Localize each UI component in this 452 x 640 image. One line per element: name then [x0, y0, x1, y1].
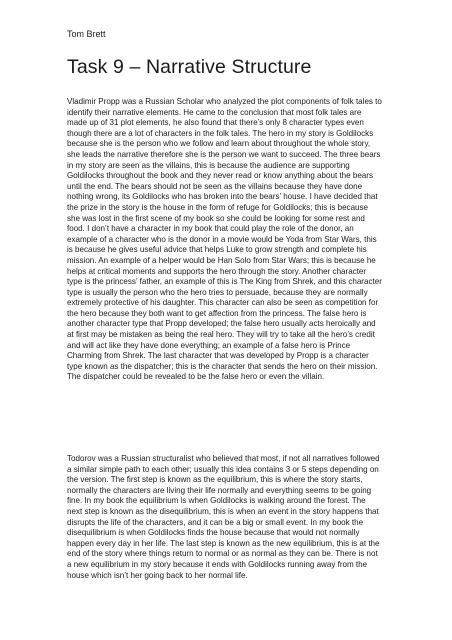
page-title: Task 9 – Narrative Structure: [67, 56, 312, 78]
paragraph-propp: Vladimir Propp was a Russian Scholar who analyzed the plot components of folk tales to identify their narrative elements. He came to the conclusion that most folk tales are made up of 31 plot elements, he also found that there’s only 8 character types even though there are a lot of characters in the folk tales. The hero in my story is Goldilocks because she is the person who we follow and learn about throughout the whole story, she leads the narrative therefore she is the person we want to succeed. The three bears in my story are seen as the villains, this is because the audience are supporting Goldilocks throughout the book and they never read or know anything about the bears until the end. The bears should not be seen as the villains because they have done nothing wrong, its Goldilocks who has broken into the bears’ house. I have decided that the prize in the story is the house in the form of refuge for Goldilocks; this is because she was lost in the first scene of my book so she could be looking for some rest and food. I don’t have a character in my book that could play the role of the donor, an example of a character who is the donor in a movie would be Yoda from Star Wars, this is because he gives useful advice that helps Luke to grow strength and complete his mission. An example of a helper would be Han Solo from Star Wars; this is because he helps at critical moments and supports the hero through the story. Another character type is the princess’ father, an example of this is The King from Shrek, and this character type is usually the person who the hero tries to persuade, because they are normally extremely protective of his daughter. This character can also be seen as competition for the hero because they both want to get affection from the princess. The false hero is another character type that Propp developed; the false hero usually acts heroically and at first may be mistaken as being the real hero. They will try to take all the hero’s credit and will act like they have done everything; an example of a false hero is Prince Charming from Shrek. The last character that was developed by Propp is a character type known as the dispatcher; this is the character that sends the hero on their mission. The dispatcher could be revealed to be the false hero or even the villain.: [67, 97, 382, 382]
paragraph-todorov: Todorov was a Russian structuralist who believed that most, if not all narratives followed a similar simple path to each other; usually this idea contains 3 or 5 steps depending on the version. The first step is known as the equilibrium, this is where the story starts, normally the characters are living their life normally and everything seems to be going fine. In my book the equilibrium is when Goldilocks is walking around the forest. The next step is known as the disequilibrium, this is when an event in the story happens that disrupts the life of the characters, and it can be a big or small event. In my book the disequilibrium is when Goldilocks finds the house because that would not normally happen every day in her life. The last step is known as the new equilibrium, this is at the end of the story where things return to normal or as normal as they can be. There is not a new equilibrium in my story because it ends with Goldilocks running away from the house which isn’t her going back to her normal life.: [67, 454, 380, 580]
author-name: Tom Brett: [67, 29, 106, 39]
